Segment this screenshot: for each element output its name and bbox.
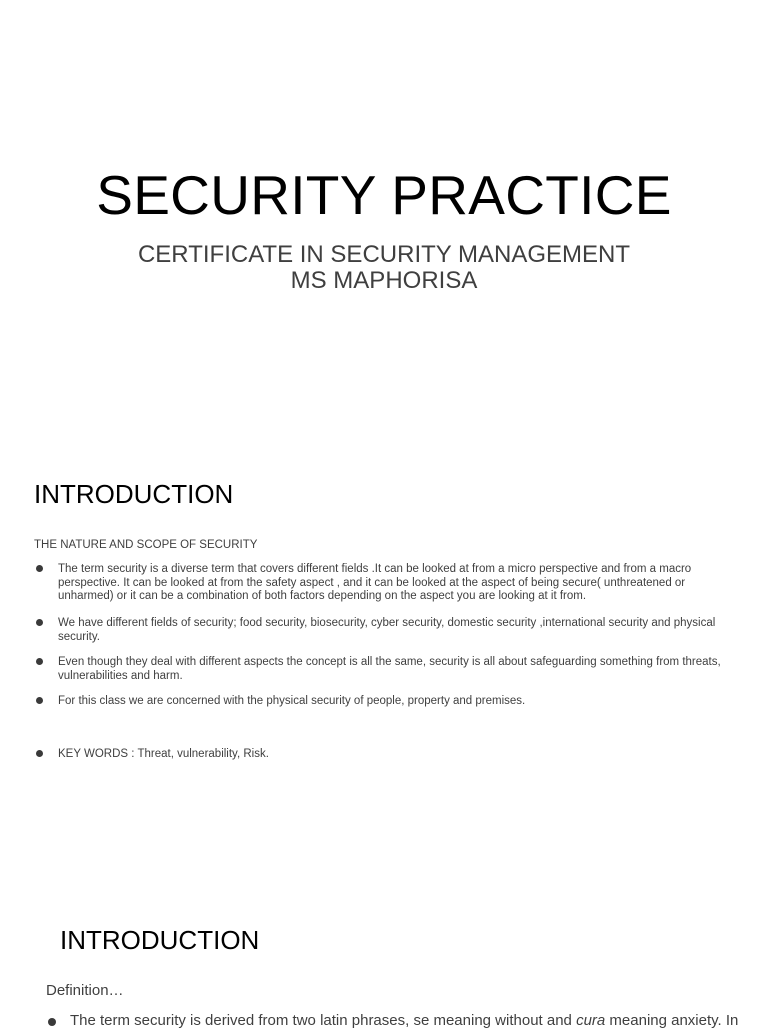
bullet-text: The term security is a diverse term that covers different fields .It can be looked at from a micro perspective and from a macro perspective. It can be looked at from the safety aspect , and it can be looked at the aspect of being secure( unthreatened or unharmed) or it can be a combination of both factors depending on the aspect you are looking at it from. [58,563,692,602]
list-item [46,1012,768,1030]
definition-slide [0,864,768,1029]
slide-subheading: Definition… [46,982,124,999]
slide-heading: INTRODUCTION [60,925,260,955]
list-item [34,748,740,762]
bullet-text: For this class we are concerned with the physical security of people, property and premises. [58,695,526,707]
bullet-icon [48,1018,56,1026]
slide-subheading: THE NATURE AND SCOPE OF SECURITY [34,539,258,551]
bullet-icon [36,697,43,704]
bullet-list [34,748,740,762]
title-slide [0,0,768,432]
presentation-title: SECURITY PRACTICE [96,164,672,226]
list-item [34,695,740,709]
subtitle-presenter: MS MAPHORISA [290,267,478,294]
bullet-list [34,656,740,683]
list-item [34,617,740,644]
list-item [34,656,740,683]
bullet-text-part1: The term security is derived from two latin phrases, se meaning without and [70,1012,577,1029]
bullet-text: We have different fields of security; food security, biosecurity, cyber security, domestic security ,international security and physical security. [58,617,716,643]
bullet-text-italic: cura [576,1012,606,1029]
bullet-icon [36,565,43,572]
bullet-list [34,563,740,604]
bullet-icon [36,658,43,665]
bullet-text: KEY WORDS : Threat, vulnerability, Risk. [58,748,269,760]
subtitle-course: CERTIFICATE IN SECURITY MANAGEMENT [137,241,631,268]
introduction-slide [0,432,768,864]
bullet-text: Even though they deal with different aspects the concept is all the same, security is all about safeguarding something from threats, vulnerabilities and harm. [58,656,721,682]
list-item [34,563,740,604]
bullet-icon [36,619,43,626]
bullet-icon [36,750,43,757]
bullet-text-part2: meaning anxiety. In [605,1012,739,1029]
bullet-list [34,695,740,709]
slide-heading: INTRODUCTION [34,479,234,509]
bullet-list [34,617,740,644]
presentation-subtitle [0,242,768,294]
